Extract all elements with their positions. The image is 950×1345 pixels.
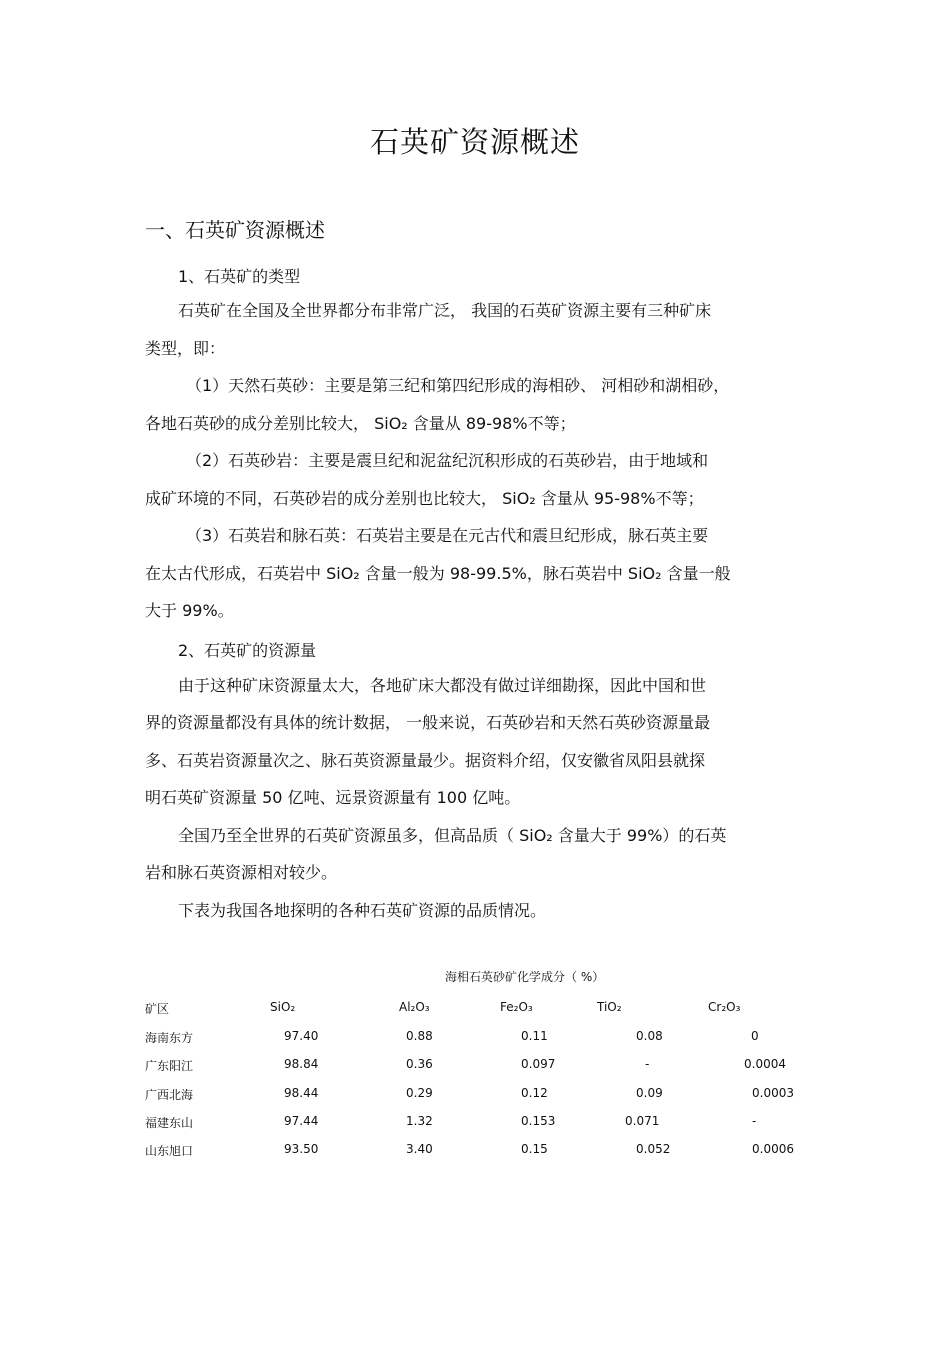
table-cell: 0.153	[521, 1114, 556, 1128]
table-header-cell: 矿区	[145, 1002, 170, 1016]
table-cell: 山东旭口	[145, 1144, 194, 1158]
paragraph-line: 下表为我国各地探明的各种石英矿资源的品质情况。	[178, 901, 547, 920]
table-cell: 0.88	[406, 1029, 433, 1043]
table-cell: 0.0004	[744, 1057, 786, 1071]
table-cell: 0.0006	[752, 1142, 794, 1156]
paragraph-line: （2）石英砂岩：主要是震旦纪和泥盆纪沉积形成的石英砂岩，由于地域和	[186, 451, 709, 470]
table-header-cell: Cr₂O₃	[708, 1000, 741, 1014]
paragraph-line: 在太古代形成，石英岩中 SiO₂ 含量一般为 98-99.5%，脉石英岩中 SiO₂ 含量一般	[145, 564, 731, 583]
table-cell: 福建东山	[145, 1116, 194, 1130]
table-cell: 0.0003	[752, 1086, 794, 1100]
table-header-cell: Fe₂O₃	[500, 1000, 533, 1014]
table-cell: -	[752, 1114, 757, 1128]
table-cell: 0.08	[636, 1029, 663, 1043]
section-heading: 一、石英矿资源概述	[145, 218, 325, 242]
subsection-heading-types: 1、石英矿的类型	[178, 267, 301, 286]
paragraph-line: 由于这种矿床资源量太大，各地矿床大都没有做过详细勘探，因此中国和世	[178, 676, 707, 695]
table-cell: 97.44	[284, 1114, 319, 1128]
table-cell: 1.32	[406, 1114, 433, 1128]
table-cell: 0.052	[636, 1142, 671, 1156]
table-cell: 广西北海	[145, 1088, 194, 1102]
table-header-cell: SiO₂	[270, 1000, 296, 1014]
table-cell: 海南东方	[145, 1031, 194, 1045]
table-cell: 广东阳江	[145, 1059, 194, 1073]
table-cell: 0.09	[636, 1086, 663, 1100]
table-cell: -	[645, 1057, 650, 1071]
paragraph-line: 各地石英砂的成分差别比较大， SiO₂ 含量从 89-98%不等；	[145, 414, 576, 433]
table-cell: 93.50	[284, 1142, 319, 1156]
table-cell: 0.15	[521, 1142, 548, 1156]
table-title: 海相石英砂矿化学成分（ %）	[445, 970, 605, 984]
table-header-cell: TiO₂	[597, 1000, 622, 1014]
paragraph-line: （3）石英岩和脉石英：石英岩主要是在元古代和震旦纪形成，脉石英主要	[186, 526, 709, 545]
table-cell: 97.40	[284, 1029, 319, 1043]
paragraph-line: 成矿环境的不同，石英砂岩的成分差别也比较大， SiO₂ 含量从 95-98%不等；	[145, 489, 704, 508]
table-cell: 0.12	[521, 1086, 548, 1100]
paragraph-line: 大于 99%。	[145, 601, 234, 620]
table-cell: 0.36	[406, 1057, 433, 1071]
table-cell: 0.29	[406, 1086, 433, 1100]
subsection-heading-resources: 2、石英矿的资源量	[178, 641, 317, 660]
table-header-cell: Al₂O₃	[399, 1000, 430, 1014]
table-cell: 0	[751, 1029, 759, 1043]
paragraph-line: （1）天然石英砂：主要是第三纪和第四纪形成的海相砂、 河相砂和湖相砂，	[186, 376, 730, 395]
table-cell: 0.097	[521, 1057, 556, 1071]
paragraph-line: 多、石英岩资源量次之、脉石英资源量最少。据资料介绍，仅安徽省凤阳县就探	[145, 751, 706, 770]
table-cell: 98.44	[284, 1086, 319, 1100]
paragraph-line: 石英矿在全国及全世界都分布非常广泛， 我国的石英矿资源主要有三种矿床	[178, 301, 712, 320]
paragraph-line: 界的资源量都没有具体的统计数据， 一般来说，石英砂岩和天然石英砂资源量最	[145, 713, 711, 732]
table-cell: 3.40	[406, 1142, 433, 1156]
paragraph-line: 类型，即：	[145, 339, 226, 358]
table-cell: 0.071	[625, 1114, 660, 1128]
paragraph-line: 岩和脉石英资源相对较少。	[145, 863, 338, 882]
paragraph-line: 全国乃至全世界的石英矿资源虽多，但高品质（ SiO₂ 含量大于 99%）的石英	[178, 826, 727, 845]
table-cell: 98.84	[284, 1057, 319, 1071]
table-cell: 0.11	[521, 1029, 548, 1043]
document-title: 石英矿资源概述	[369, 125, 580, 159]
paragraph-line: 明石英矿资源量 50 亿吨、远景资源量有 100 亿吨。	[145, 788, 521, 807]
